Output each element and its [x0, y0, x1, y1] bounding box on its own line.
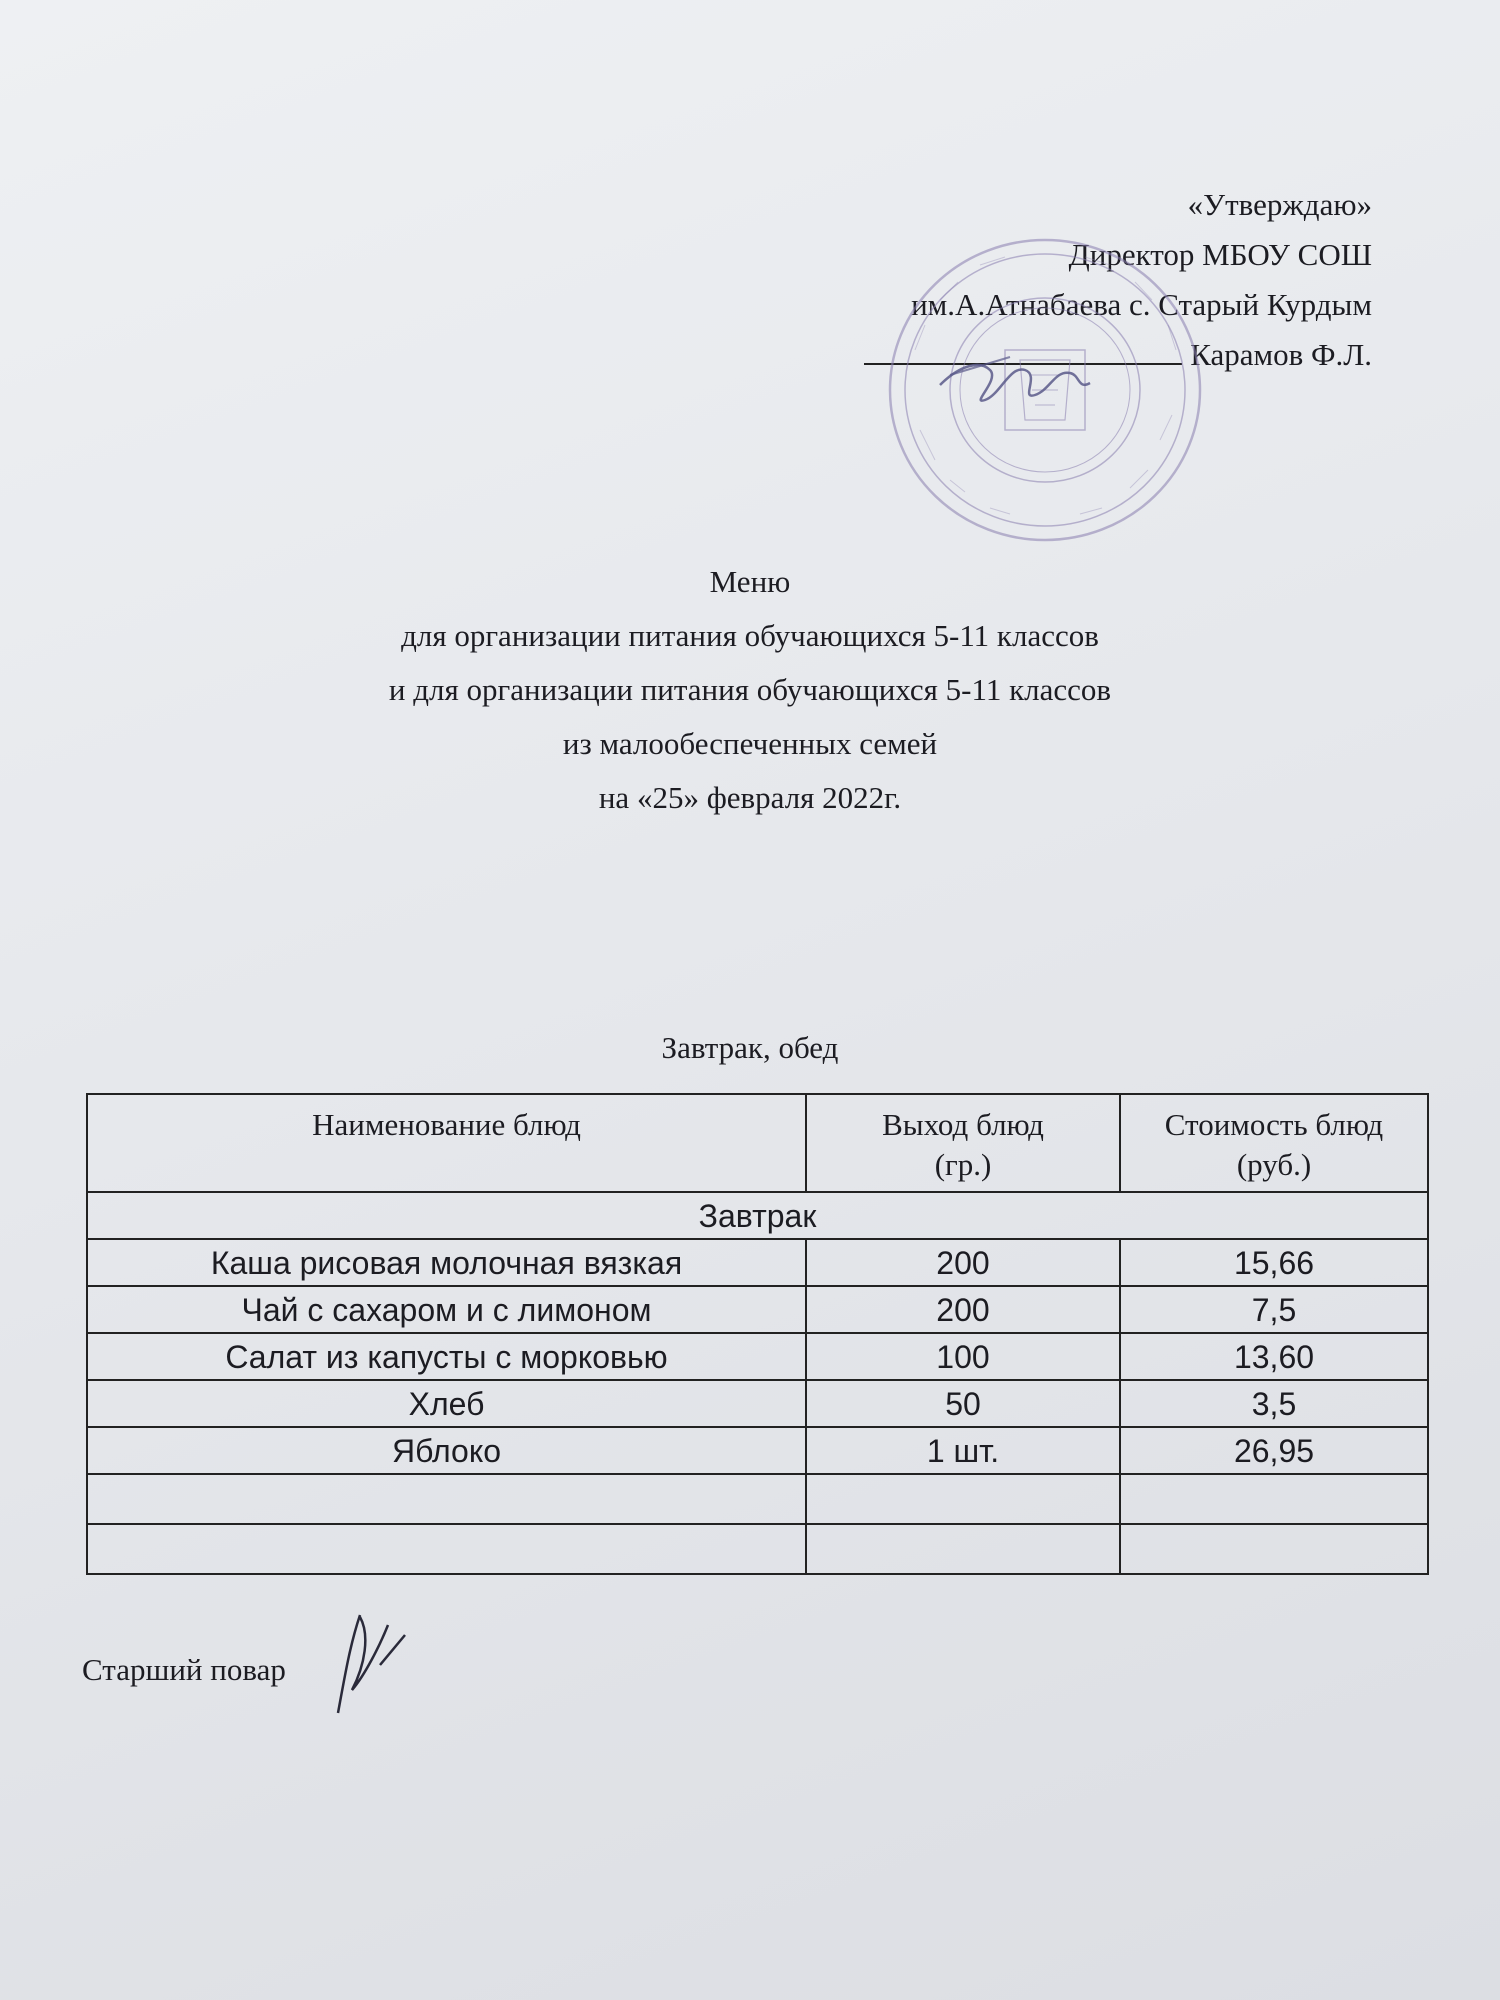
dish-name: Яблоко	[87, 1427, 806, 1474]
header-dish-name: Наименование блюд	[87, 1094, 806, 1192]
table-row	[87, 1333, 1428, 1380]
dish-price: 3,5	[1120, 1380, 1428, 1427]
dish-name: Каша рисовая молочная вязкая	[87, 1239, 806, 1286]
dish-price: 13,60	[1120, 1333, 1428, 1380]
title-date: на «25» февраля 2022г.	[598, 780, 902, 815]
dish-name: Чай с сахаром и с лимоном	[87, 1286, 806, 1333]
empty-cell	[806, 1474, 1120, 1524]
empty-cell	[1120, 1474, 1428, 1524]
empty-cell	[87, 1474, 806, 1524]
empty-cell	[806, 1524, 1120, 1574]
table-header-row	[87, 1094, 1428, 1192]
dish-weight: 200	[806, 1286, 1120, 1333]
menu-table	[86, 1093, 1429, 1575]
chef-signature	[330, 1605, 410, 1720]
dish-price: 26,95	[1120, 1427, 1428, 1474]
dish-weight: 1 шт.	[806, 1427, 1120, 1474]
dish-price: 7,5	[1120, 1286, 1428, 1333]
header-price-line2: (руб.)	[1236, 1147, 1312, 1182]
table-row	[87, 1239, 1428, 1286]
dish-weight: 200	[806, 1239, 1120, 1286]
title-line-4: из малообеспеченных семей	[562, 726, 938, 761]
approval-heading: «Утверждаю»	[1187, 187, 1372, 222]
header-weight-line2: (гр.)	[934, 1147, 992, 1182]
table-group-row	[87, 1192, 1428, 1239]
header-weight	[806, 1094, 1120, 1192]
table-empty-row	[87, 1474, 1428, 1524]
header-weight-line1: Выход блюд	[882, 1107, 1044, 1142]
table-row	[87, 1427, 1428, 1474]
dish-weight: 100	[806, 1333, 1120, 1380]
dish-price: 15,66	[1120, 1239, 1428, 1286]
document-title	[0, 555, 1500, 825]
empty-cell	[1120, 1524, 1428, 1574]
dish-weight: 50	[806, 1380, 1120, 1427]
approval-position: Директор МБОУ СОШ	[1068, 237, 1372, 272]
approval-school: им.А.Атнабаева с. Старый Курдым	[911, 287, 1372, 322]
group-label: Завтрак	[87, 1192, 1428, 1239]
dish-name: Салат из капусты с морковью	[87, 1333, 806, 1380]
chef-label: Старший повар	[82, 1652, 286, 1687]
table-empty-row	[87, 1524, 1428, 1574]
table-row	[87, 1380, 1428, 1427]
title-line-3: и для организации питания обучающихся 5-11 классов	[388, 672, 1112, 707]
title-line-2: для организации питания обучающихся 5-11 классов	[401, 618, 1099, 653]
header-price	[1120, 1094, 1428, 1192]
dish-name: Хлеб	[87, 1380, 806, 1427]
title-line-1: Меню	[709, 564, 791, 599]
empty-cell	[87, 1524, 806, 1574]
header-price-line1: Стоимость блюд	[1164, 1107, 1384, 1142]
table-row	[87, 1286, 1428, 1333]
director-signature	[930, 345, 1100, 425]
section-title: Завтрак, обед	[661, 1030, 839, 1065]
approval-signer: Карамов Ф.Л.	[1190, 337, 1372, 372]
